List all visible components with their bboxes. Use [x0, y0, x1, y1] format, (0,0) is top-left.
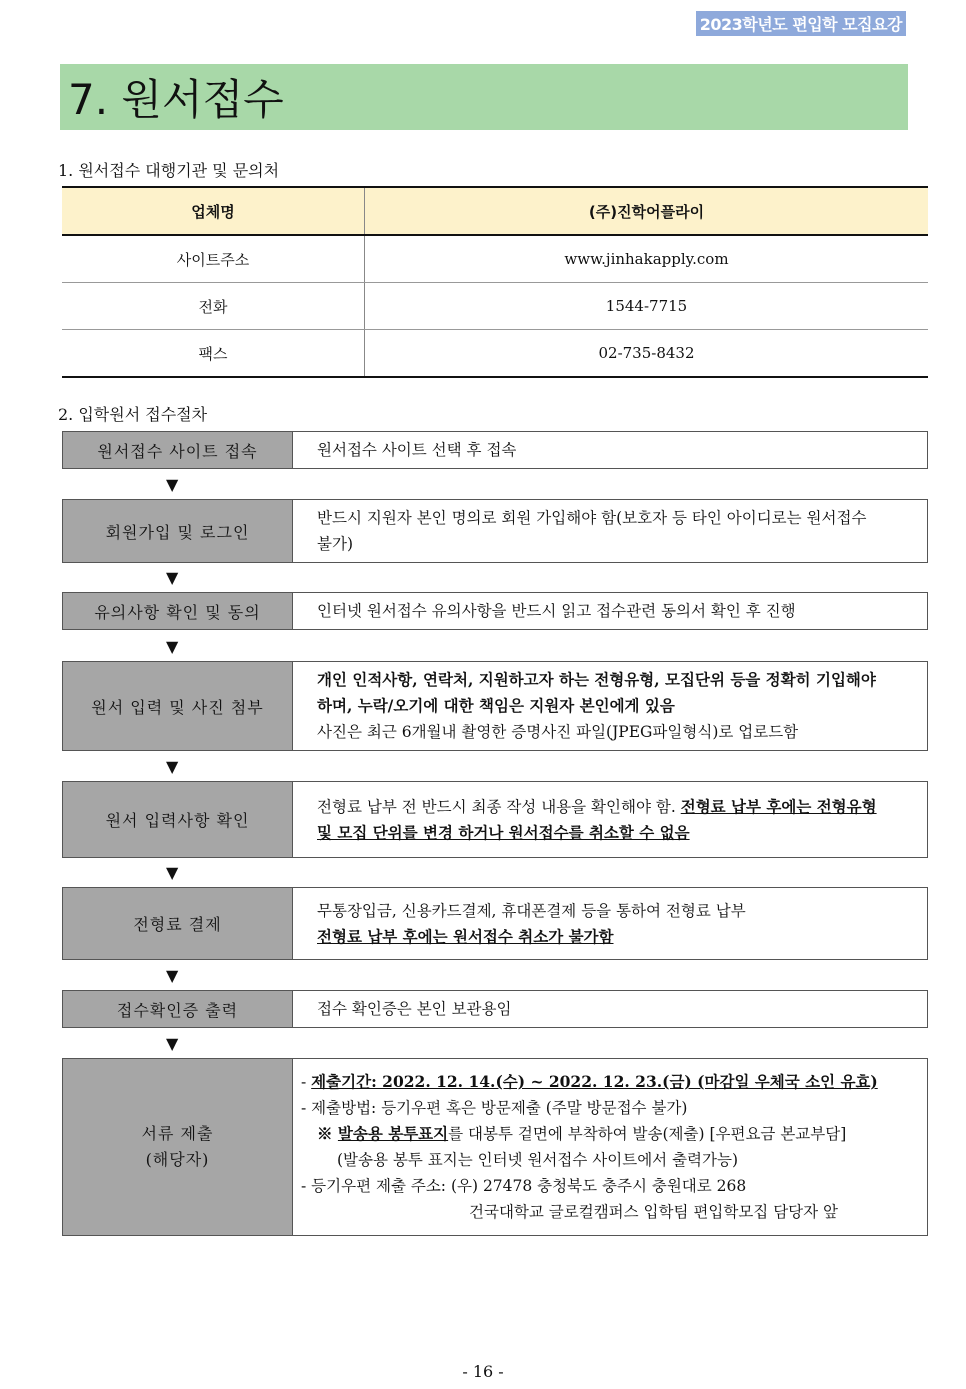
desc-line: [301, 1121, 917, 1147]
desc-line: 무통장입금, 신용카드결제, 휴대폰결제 등을 통하여 전형료 납부: [317, 901, 746, 920]
table-header-cell: (주)진학어플라이: [365, 187, 929, 235]
flow-step: [62, 781, 928, 858]
down-arrow-icon: ▼: [166, 757, 179, 776]
flow-step: [62, 592, 928, 630]
flow-step-label: 원서접수 사이트 접속: [63, 432, 293, 468]
flow-step-label-line: 서류 제출: [141, 1124, 214, 1143]
flow-step-desc: [293, 991, 927, 1027]
down-arrow-icon: ▼: [166, 475, 179, 494]
flow-step-desc: [293, 888, 927, 959]
desc-line: 사진은 최근 6개월내 촬영한 증명사진 파일(JPEG파일형식)로 업로드함: [317, 723, 799, 741]
table-row: [62, 235, 928, 283]
desc-line: 인터넷 원서접수 유의사항을 반드시 읽고 접수관련 동의서 확인 후 진행: [317, 602, 796, 620]
desc-text: 전형료 납부 전 반드시 최종 작성 내용을 확인해야 함.: [317, 797, 681, 816]
table-cell: www.jinhakapply.com: [365, 235, 929, 283]
table-cell: 전화: [62, 283, 365, 330]
table-header-row: [62, 187, 928, 235]
desc-line: 개인 인적사항, 연락처, 지원하고자 하는 전형유형, 모집단위 등을 정확히 기입해야: [317, 670, 876, 689]
desc-text-emphasis: 발송용 봉투표지: [337, 1124, 449, 1143]
down-arrow-icon: ▼: [166, 637, 179, 656]
table-cell: 1544-7715: [365, 283, 929, 330]
flow-step: [62, 990, 928, 1028]
desc-text: ※: [317, 1124, 338, 1143]
flow-step-label: 접수확인증 출력: [63, 991, 293, 1027]
chapter-title: 7. 원서접수: [68, 75, 284, 124]
desc-text-emphasis: 제출기간: 2022. 12. 14.(수) ~ 2022. 12. 23.(금) (마감일 우체국 소인 유효): [311, 1072, 878, 1091]
desc-line: 반드시 지원자 본인 명의로 회원 가입해야 함(보호자 등 타인 아이디로는 원서접수: [317, 509, 867, 527]
desc-line: [317, 794, 923, 820]
flow-step-label: 원서 입력사항 확인: [63, 782, 293, 857]
table-cell: 팩스: [62, 330, 365, 378]
desc-line: - 등기우편 제출 주소: (우) 27478 충청북도 충주시 충원대로 268: [301, 1177, 747, 1195]
flow-step-desc: [293, 662, 927, 750]
flow-step-label-line: (해당자): [145, 1150, 210, 1169]
desc-line: [301, 1069, 917, 1095]
table-row: [62, 283, 928, 330]
flow-step-desc: [293, 432, 927, 468]
flow-step-label: 유의사항 확인 및 동의: [63, 593, 293, 629]
desc-line: 원서접수 사이트 선택 후 접속: [317, 441, 517, 459]
flow-step: [62, 431, 928, 469]
flow-step: [62, 1058, 928, 1236]
table-row: [62, 330, 928, 378]
flow-step-label: 회원가입 및 로그인: [63, 500, 293, 562]
document-header-label: 2023학년도 편입학 모집요강: [696, 11, 906, 36]
desc-line: 하며, 누락/오기에 대한 책임은 지원자 본인에게 있음: [317, 696, 675, 715]
desc-line: 접수 확인증은 본인 보관용임: [317, 1000, 512, 1018]
flow-step-desc: [293, 500, 927, 562]
down-arrow-icon: ▼: [166, 966, 179, 985]
desc-line: 불가): [317, 535, 353, 553]
flow-step-label: 전형료 결제: [63, 888, 293, 959]
table-header-cell: 업체명: [62, 187, 365, 235]
flow-step: [62, 661, 928, 751]
flow-step-label: 원서 입력 및 사진 첨부: [63, 662, 293, 750]
down-arrow-icon: ▼: [166, 863, 179, 882]
flow-step-desc: [293, 593, 927, 629]
desc-text-emphasis: 전형료 납부 후에는 전형유형: [680, 796, 877, 816]
chapter-title-bar: [60, 64, 908, 130]
flow-step-desc: [293, 782, 927, 857]
down-arrow-icon: ▼: [166, 568, 179, 587]
flow-step-label: [63, 1059, 293, 1235]
page-number: - 16 -: [462, 1362, 504, 1381]
flow-step: [62, 887, 928, 960]
desc-line: 건국대학교 글로컬캠퍼스 입학팀 편입학모집 담당자 앞: [469, 1203, 839, 1221]
desc-line: 전형료 납부 후에는 원서접수 취소가 불가함: [317, 926, 614, 946]
flow-step: [62, 499, 928, 563]
section-title-contact: 1. 원서접수 대행기관 및 문의처: [58, 161, 280, 180]
desc-line: - 제출방법: 등기우편 혹은 방문제출 (주말 방문접수 불가): [301, 1099, 688, 1117]
desc-text: -: [301, 1073, 312, 1091]
desc-line: (발송용 봉투 표지는 인터넷 원서접수 사이트에서 출력가능): [337, 1151, 739, 1169]
down-arrow-icon: ▼: [166, 1034, 179, 1053]
table-cell: 02-735-8432: [365, 330, 929, 378]
desc-line: 및 모집 단위를 변경 하거나 원서접수를 취소할 수 없음: [317, 822, 690, 842]
flow-step-desc: [293, 1059, 927, 1235]
section-title-procedure: 2. 입학원서 접수절차: [58, 405, 208, 424]
desc-text: 를 대봉투 겉면에 부착하여 발송(제출) [우편요금 본교부담]: [448, 1125, 847, 1143]
agency-info-table: [62, 186, 928, 378]
table-cell: 사이트주소: [62, 235, 365, 283]
